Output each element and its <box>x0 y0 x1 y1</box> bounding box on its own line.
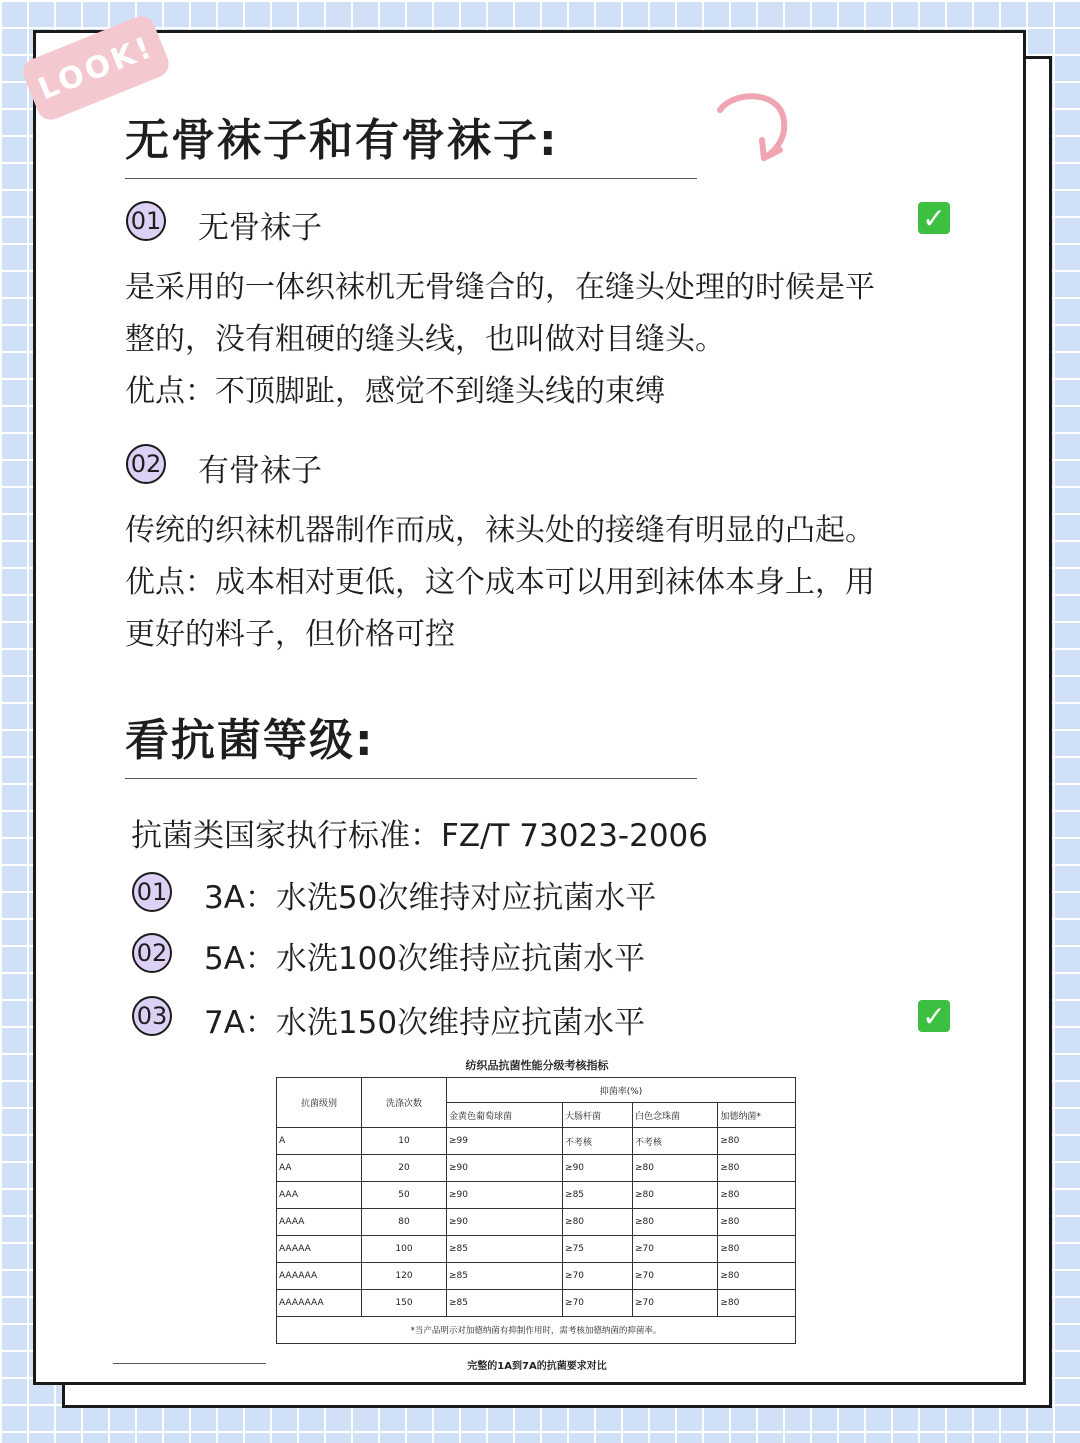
standard-line: 抗菌类国家执行标准：FZ/T 73023-2006 <box>131 818 708 854</box>
cell: ≥70 <box>563 1263 633 1290</box>
table-row <box>277 1128 796 1155</box>
cell: ≥80 <box>718 1155 796 1182</box>
item2-number-badge: 02 <box>126 444 166 484</box>
header-bacteria-2: 大肠杆菌 <box>563 1103 633 1128</box>
cell: AAAA <box>277 1209 362 1236</box>
cell: AA <box>277 1155 362 1182</box>
table-row <box>277 1155 796 1182</box>
table-row <box>277 1182 796 1209</box>
cell: ≥80 <box>718 1128 796 1155</box>
item2-line-3: 更好的料子，但价格可控 <box>125 617 455 652</box>
cell: ≥80 <box>718 1290 796 1317</box>
antibacterial-table-figure <box>276 1052 798 1382</box>
cell: ≥85 <box>447 1290 563 1317</box>
cell: 不考核 <box>633 1128 718 1155</box>
item1-line-3: 优点：不顶脚趾，感觉不到缝头线的束缚 <box>125 374 665 409</box>
cell: 100 <box>362 1236 447 1263</box>
cell: ≥85 <box>447 1263 563 1290</box>
header-bacteria-1: 金黄色葡萄球菌 <box>447 1103 563 1128</box>
cell: ≥70 <box>633 1236 718 1263</box>
header-grade: 抗菌级别 <box>277 1078 362 1128</box>
cell: ≥80 <box>633 1155 718 1182</box>
item1-heading: 无骨袜子 <box>198 210 322 246</box>
cell: AAAAA <box>277 1236 362 1263</box>
header-bacteria-3: 白色念珠菌 <box>633 1103 718 1128</box>
cell: 不考核 <box>563 1128 633 1155</box>
cell: AAAAAA <box>277 1263 362 1290</box>
cell: ≥90 <box>447 1155 563 1182</box>
footer-divider <box>113 1363 266 1364</box>
cell: 10 <box>362 1128 447 1155</box>
section2-divider <box>125 778 697 779</box>
cell: ≥80 <box>718 1182 796 1209</box>
header-bacteria-4: 加德纳菌* <box>718 1103 796 1128</box>
cell: ≥80 <box>563 1209 633 1236</box>
grade1-text: 3A：水洗50次维持对应抗菌水平 <box>204 880 657 916</box>
cell: AAA <box>277 1182 362 1209</box>
antibacterial-table <box>276 1077 796 1344</box>
cell: ≥85 <box>447 1236 563 1263</box>
cell: ≥80 <box>633 1182 718 1209</box>
item2-line-2: 优点：成本相对更低，这个成本可以用到袜体本身上，用 <box>125 565 875 600</box>
table-row <box>277 1263 796 1290</box>
cell: ≥80 <box>718 1263 796 1290</box>
section1-divider <box>125 178 697 179</box>
cell: 20 <box>362 1155 447 1182</box>
item2-heading: 有骨袜子 <box>198 453 322 489</box>
header-rate: 抑菌率(%) <box>447 1078 796 1103</box>
table-note: *当产品明示对加德纳菌有抑制作用时，需考核加德纳菌的抑菌率。 <box>277 1317 796 1344</box>
item1-line-2: 整的，没有粗硬的缝头线，也叫做对目缝头。 <box>125 322 725 357</box>
grade1-number-badge: 01 <box>132 872 172 912</box>
item1-line-1: 是采用的一体织袜机无骨缝合的，在缝头处理的时候是平 <box>125 270 875 305</box>
cell: 150 <box>362 1290 447 1317</box>
cell: ≥90 <box>447 1182 563 1209</box>
cell: ≥70 <box>563 1290 633 1317</box>
cell: 80 <box>362 1209 447 1236</box>
cell: ≥80 <box>633 1209 718 1236</box>
cell: 50 <box>362 1182 447 1209</box>
check-icon: ✓ <box>918 202 950 234</box>
grade2-text: 5A：水洗100次维持应抗菌水平 <box>204 941 646 977</box>
cell: ≥99 <box>447 1128 563 1155</box>
cell: ≥70 <box>633 1290 718 1317</box>
curl-arrow-icon <box>712 88 792 168</box>
table-row <box>277 1290 796 1317</box>
cell: AAAAAAA <box>277 1290 362 1317</box>
section2-title: 看抗菌等级: <box>125 715 375 766</box>
grade3-text: 7A：水洗150次维持应抗菌水平 <box>204 1005 646 1041</box>
item1-number-badge: 01 <box>126 201 166 241</box>
item2-description <box>125 505 955 661</box>
table-row <box>277 1209 796 1236</box>
cell: ≥80 <box>718 1209 796 1236</box>
item1-description <box>125 262 955 418</box>
table-title: 纺织品抗菌性能分级考核指标 <box>465 1059 609 1072</box>
cell: ≥80 <box>718 1236 796 1263</box>
grade3-number-badge: 03 <box>132 996 172 1036</box>
item2-line-1: 传统的织袜机器制作而成，袜头处的接缝有明显的凸起。 <box>125 513 875 548</box>
table-caption: 完整的1A到7A的抗菌要求对比 <box>467 1361 607 1372</box>
table-row <box>277 1236 796 1263</box>
cell: ≥70 <box>633 1263 718 1290</box>
cell: A <box>277 1128 362 1155</box>
grade2-number-badge: 02 <box>132 933 172 973</box>
look-badge: LOOK! <box>19 12 173 124</box>
section1-title: 无骨袜子和有骨袜子: <box>125 115 559 166</box>
cell: ≥90 <box>447 1209 563 1236</box>
cell: ≥85 <box>563 1182 633 1209</box>
check-icon: ✓ <box>918 1000 950 1032</box>
cell: ≥90 <box>563 1155 633 1182</box>
header-washes: 洗涤次数 <box>362 1078 447 1128</box>
cell: 120 <box>362 1263 447 1290</box>
cell: ≥75 <box>563 1236 633 1263</box>
